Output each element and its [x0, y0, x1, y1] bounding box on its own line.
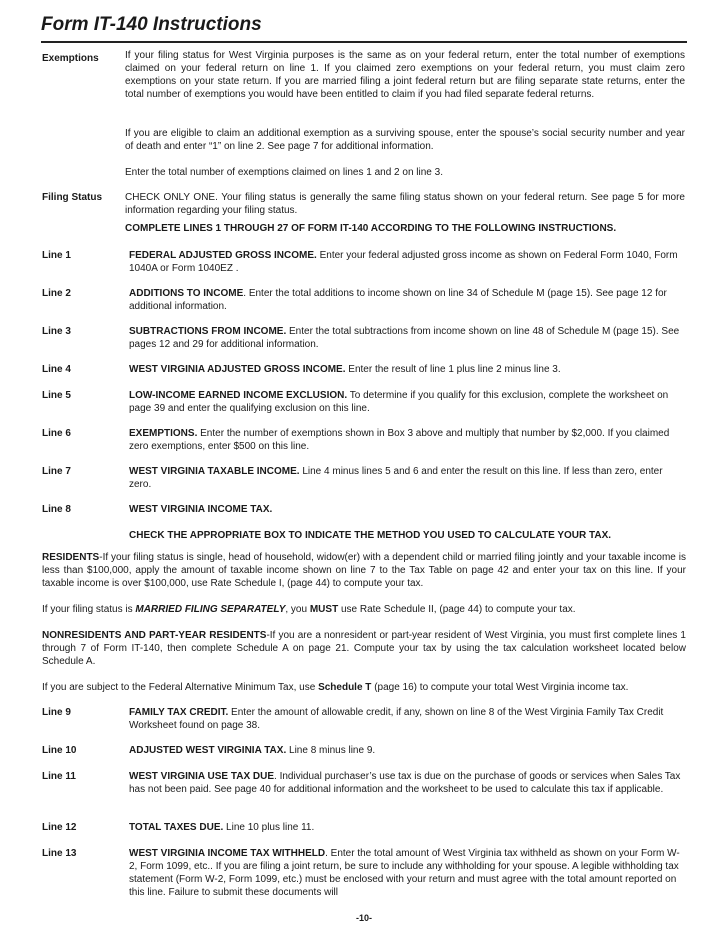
filing-status-label: Filing Status: [42, 192, 102, 203]
line-label: Line 10: [42, 745, 77, 756]
line-text: WEST VIRGINIA TAXABLE INCOME. Line 4 minus lines 5 and 6 and enter the result on this line. If less than zero, enter zero.: [129, 466, 663, 490]
line-text: WEST VIRGINIA INCOME TAX.: [129, 504, 273, 515]
page-title: Form IT-140 Instructions: [41, 14, 262, 35]
line-text: ADJUSTED WEST VIRGINIA TAX. Line 8 minus line 9.: [129, 745, 376, 756]
exemptions-paragraph-2: If you are eligible to claim an additional exemption as a surviving spouse, enter the spouse’s social security number and year of death and enter “1” on line 2. See page 7 for additional information.: [125, 128, 685, 152]
page-number: -10-: [355, 913, 372, 923]
line-label: Line 12: [42, 822, 77, 833]
residents-paragraph: RESIDENTS-If your filing status is single, head of household, widow(er) with a dependent child or married filing jointly and your taxable income is less than $100,000, apply the amount of taxable income shown on line 7 to the Tax Table on page 42 and enter your tax on this line. If your taxable income is over $100,000, use Rate Schedule I, (page 44) to compute your tax.: [42, 552, 686, 589]
line-text: SUBTRACTIONS FROM INCOME. Enter the total subtractions from income shown on line 48 of Schedule M (page 15). See pages 12 and 29 for additional information.: [129, 326, 680, 350]
line-label: Line 11: [42, 771, 76, 782]
line-text: LOW-INCOME EARNED INCOME EXCLUSION. To determine if you qualify for this exclusion, complete the worksheet on page 39 and enter the qualifying exclusion on this line.: [129, 390, 669, 414]
exemptions-paragraph-3: Enter the total number of exemptions claimed on lines 1 and 2 on line 3.: [125, 167, 443, 178]
line-label: Line 1: [42, 250, 71, 261]
line-label: Line 6: [42, 428, 71, 439]
line-label: Line 4: [42, 364, 71, 375]
married-separately-paragraph: If your filing status is MARRIED FILING SEPARATELY, you MUST use Rate Schedule II, (page 44) to compute your tax.: [42, 604, 576, 615]
line-label: Line 3: [42, 326, 71, 337]
line-text: ADDITIONS TO INCOME. Enter the total additions to income shown on line 34 of Schedule M (page 15). See page 12 for additional information.: [129, 288, 667, 312]
line-text: WEST VIRGINIA USE TAX DUE. Individual purchaser’s use tax is due on the purchase of goods or services when Sales Tax has not been paid. See page 40 for additional information and the worksheet to be used to calculate this tax if applicable.: [129, 771, 681, 795]
line-text: WEST VIRGINIA INCOME TAX WITHHELD. Enter the total amount of West Virginia tax withheld as shown on your Form W-2, Form 1099, etc.. If you are filing a joint return, be sure to include any withholding for your spouse. A legible withholding tax statement (Form W-2, Form 1099, etc.) must be enclosed with your return and must agree with the total amount reported on this line. Failure to submit these documents will: [129, 848, 680, 898]
line-text: TOTAL TAXES DUE. Line 10 plus line 11.: [129, 822, 315, 833]
line-label: Line 7: [42, 466, 71, 477]
complete-lines-heading: COMPLETE LINES 1 THROUGH 27 OF FORM IT-140 ACCORDING TO THE FOLLOWING INSTRUCTIONS.: [125, 223, 617, 234]
line-text: FEDERAL ADJUSTED GROSS INCOME. Enter your federal adjusted gross income as shown on Federal Form 1040, Form 1040A or Form 1040EZ .: [129, 250, 678, 274]
exemptions-paragraph-1: If your filing status for West Virginia purposes is the same as on your federal return, enter the total number of exemptions claimed on your federal return on line 1. If you claimed zero exemptions on your federal return, you must claim zero exemptions on your state return. If you are married filing a joint federal return but are filing separate state returns, enter the total number of exemptions you would have been entitled to claim if you had filed separate federal returns.: [125, 50, 685, 100]
line-text: FAMILY TAX CREDIT. Enter the amount of allowable credit, if any, shown on line 8 of the West Virginia Family Tax Credit Worksheet found on page 38.: [129, 707, 664, 731]
line-label: Line 2: [42, 288, 71, 299]
line-text: EXEMPTIONS. Enter the number of exemptions shown in Box 3 above and multiply that number by $2,000. If you claimed zero exemptions, enter $500 on this line.: [129, 428, 670, 452]
line-text: WEST VIRGINIA ADJUSTED GROSS INCOME. Enter the result of line 1 plus line 2 minus line 3.: [129, 364, 561, 375]
title-rule: [41, 41, 687, 43]
check-box-heading: CHECK THE APPROPRIATE BOX TO INDICATE THE METHOD YOU USED TO CALCULATE YOUR TAX.: [129, 530, 612, 541]
exemptions-label: Exemptions: [42, 53, 99, 64]
line-label: Line 9: [42, 707, 71, 718]
filing-status-text: CHECK ONLY ONE. Your filing status is generally the same filing status shown on your federal return. See page 5 for more information regarding your filing status.: [125, 192, 685, 216]
amt-paragraph: If you are subject to the Federal Alternative Minimum Tax, use Schedule T (page 16) to compute your total West Virginia income tax.: [42, 682, 629, 693]
nonresidents-paragraph: NONRESIDENTS AND PART-YEAR RESIDENTS-If you are a nonresident or part-year resident of West Virginia, you must first complete lines 1 through 7 of Form IT-140, then complete Schedule A on page 21. Compute your tax by using the tax calculation worksheet located below Schedule A.: [42, 630, 686, 667]
line-label: Line 13: [42, 848, 77, 859]
line-label: Line 5: [42, 390, 71, 401]
line-label: Line 8: [42, 504, 71, 515]
